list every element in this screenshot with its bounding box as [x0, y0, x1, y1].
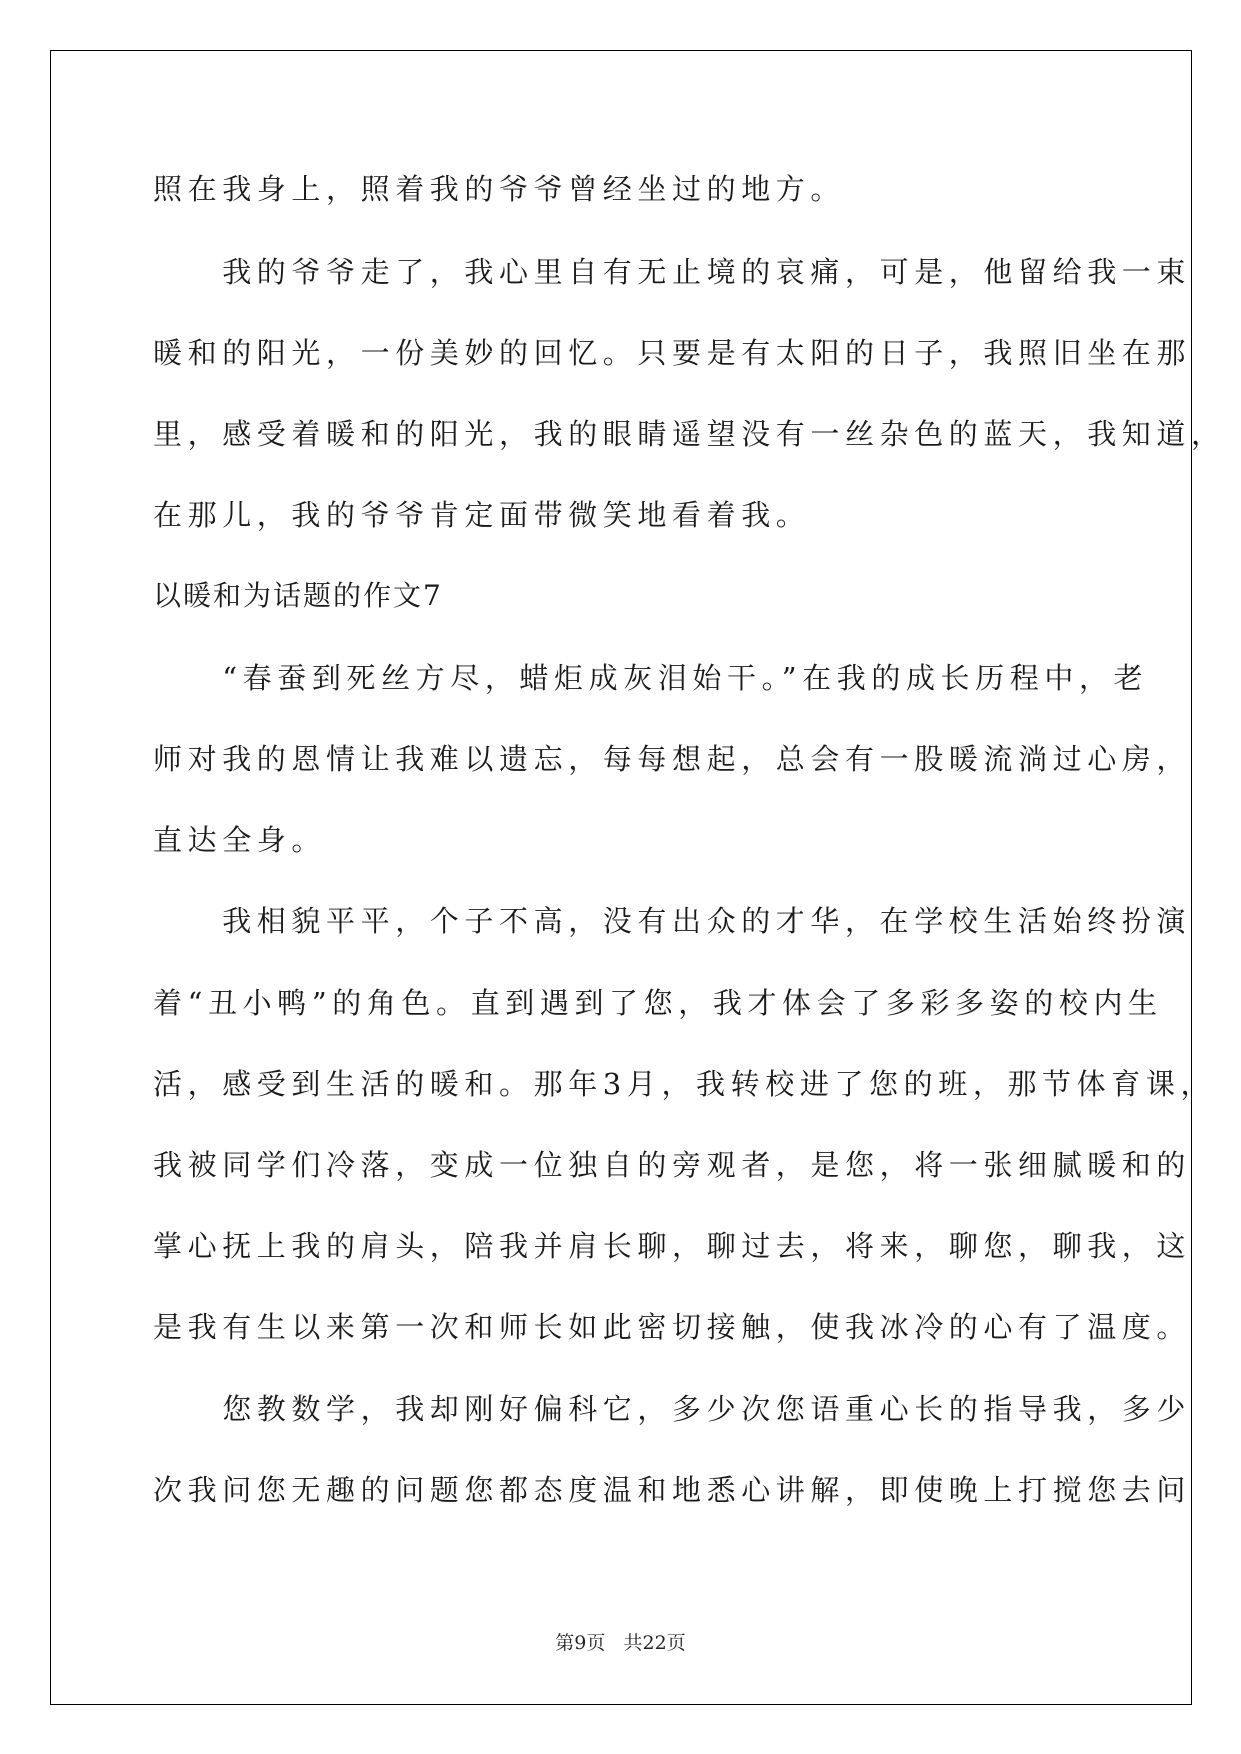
page-border: [50, 50, 1192, 1705]
page-footer: [0, 1631, 1241, 1655]
text-line: 我相貌平平，个子不高，没有出众的才华，在学校生活始终扮演: [153, 904, 1192, 938]
text-line: “春蚕到死丝方尽，蜡炬成灰泪始干。”在我的成长历程中，老: [153, 661, 1149, 695]
section-heading: 以暖和为话题的作文7: [153, 579, 443, 612]
text-line: 里，感受着暖和的阳光，我的眼睛遥望没有一丝杂色的蓝天，我知道，: [153, 417, 1226, 451]
page-total: 共22页: [623, 1632, 686, 1654]
text-line: 暖和的阳光，一份美妙的回忆。只要是有太阳的日子，我照旧坐在那: [153, 336, 1192, 370]
text-line: 掌心抚上我的肩头，陪我并肩长聊，聊过去，将来，聊您，聊我，这: [153, 1229, 1192, 1263]
text-line: 着“丑小鸭”的角色。直到遇到了您，我才体会了多彩多姿的校内生: [153, 986, 1163, 1020]
text-line: 我的爷爷走了，我心里自有无止境的哀痛，可是，他留给我一束: [153, 255, 1192, 289]
page-number: 第9页: [555, 1632, 606, 1654]
text-line: 是我有生以来第一次和师长如此密切接触，使我冰冷的心有了温度。: [153, 1310, 1192, 1344]
text-line: 直达全身。: [153, 823, 327, 857]
text-line: 活，感受到生活的暖和。那年3月，我转校进了您的班，那节体育课，: [153, 1067, 1216, 1101]
text-line: 师对我的恩情让我难以遗忘，每每想起，总会有一股暖流淌过心房，: [153, 742, 1192, 776]
text-line: 次我问您无趣的问题您都态度温和地悉心讲解，即使晚上打搅您去问: [153, 1473, 1192, 1507]
text-line: 您教数学，我却刚好偏科它，多少次您语重心长的指导我，多少: [153, 1392, 1192, 1426]
text-line: 在那儿，我的爷爷肯定面带微笑地看着我。: [153, 498, 811, 532]
text-line: 我被同学们冷落，变成一位独自的旁观者，是您，将一张细腻暖和的: [153, 1148, 1192, 1182]
text-line: 照在我身上，照着我的爷爷曾经坐过的地方。: [153, 172, 846, 206]
